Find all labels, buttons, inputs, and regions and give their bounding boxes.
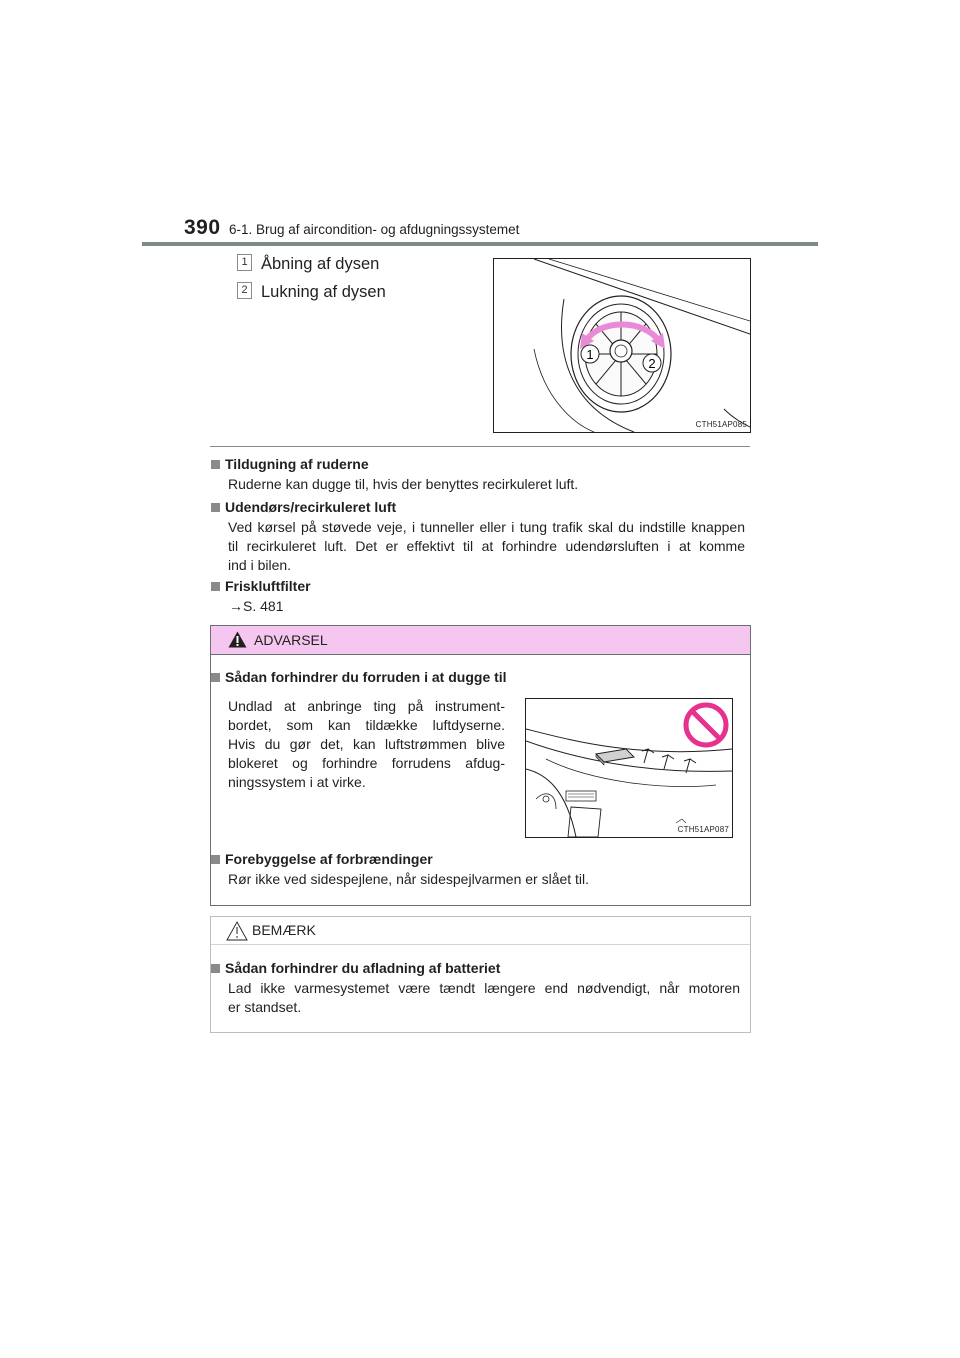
dashboard-drawing — [526, 699, 732, 837]
header-rule — [142, 242, 818, 246]
warning-triangle-icon — [228, 631, 247, 648]
section-title: 6-1. Brug af aircondition- og afdugningssystemet — [229, 222, 520, 237]
note-text-recirc-1: Ved kørsel på støvede veje, i tunneller eller i tung trafik skal du indstille knappen — [228, 519, 745, 535]
marker-2: 2 — [648, 356, 656, 371]
notice-text-line: Lad ikke varmesystemet være tændt længere end nødvendigt, når motoren — [228, 980, 740, 996]
bullet-square-icon — [211, 582, 220, 591]
step-open-vent — [237, 255, 379, 274]
step-number: 2 — [237, 282, 252, 299]
warning-text-line: Undlad at anbringe ting på instrument- — [228, 698, 505, 714]
dashboard-illustration — [525, 698, 733, 838]
warning-text-line: ningssystem i at virke. — [228, 774, 366, 790]
warning-item-heading-burns: Forebyggelse af forbrændinger — [211, 851, 433, 867]
bullet-square-icon — [211, 503, 220, 512]
warning-text-line: blokeret og forhindre forrudens afdug- — [228, 755, 505, 771]
figure-code: CTH51AP085 — [695, 420, 747, 429]
note-text-recirc-2: til recirkuleret luft. Det er effektivt til at forhindre udendørsluften i at komme — [228, 538, 745, 554]
notice-item-heading-battery: Sådan forhindrer du afladning af batteriet — [211, 960, 500, 976]
caution-triangle-icon — [226, 921, 248, 941]
note-heading-filter: Friskluftfilter — [211, 578, 311, 594]
page-number: 390 — [184, 216, 221, 239]
warning-item-heading-windshield: Sådan forhindrer du forruden i at dugge til — [211, 669, 507, 685]
vent-drawing — [494, 259, 750, 432]
step-label: Lukning af dysen — [261, 283, 386, 301]
warning-header — [211, 626, 750, 655]
figure-code: CTH51AP087 — [677, 825, 729, 834]
bullet-square-icon — [211, 855, 220, 864]
warning-text-line: Hvis du gør det, kan luftstrømmen blive — [228, 736, 505, 752]
notice-title: BEMÆRK — [252, 922, 316, 938]
note-heading-recirc: Udendørs/recirkuleret luft — [211, 499, 396, 515]
step-label: Åbning af dysen — [261, 255, 380, 273]
notice-header-rule — [211, 944, 750, 945]
marker-1: 1 — [586, 347, 594, 362]
notice-text-line: er standset. — [228, 999, 302, 1015]
bullet-square-icon — [211, 673, 220, 682]
step-close-vent — [237, 283, 386, 302]
warning-text-burns: Rør ikke ved sidespejlene, når sidespejlvarmen er slået til. — [228, 871, 590, 887]
warning-title: ADVARSEL — [254, 632, 328, 648]
bullet-square-icon — [211, 460, 220, 469]
bullet-square-icon — [211, 964, 220, 973]
section-divider — [210, 446, 750, 447]
note-heading-fogging: Tildugning af ruderne — [211, 456, 369, 472]
note-text-fogging: Ruderne kan dugge til, hvis der benyttes recirkuleret luft. — [228, 476, 579, 492]
step-number: 1 — [237, 254, 252, 271]
vent-illustration — [493, 258, 751, 433]
note-text-recirc-3: ind i bilen. — [228, 557, 292, 573]
page-reference-link[interactable]: →S. 481 — [229, 598, 284, 614]
warning-text-line: bordet, som kan tildække luftdyserne. — [228, 717, 505, 733]
